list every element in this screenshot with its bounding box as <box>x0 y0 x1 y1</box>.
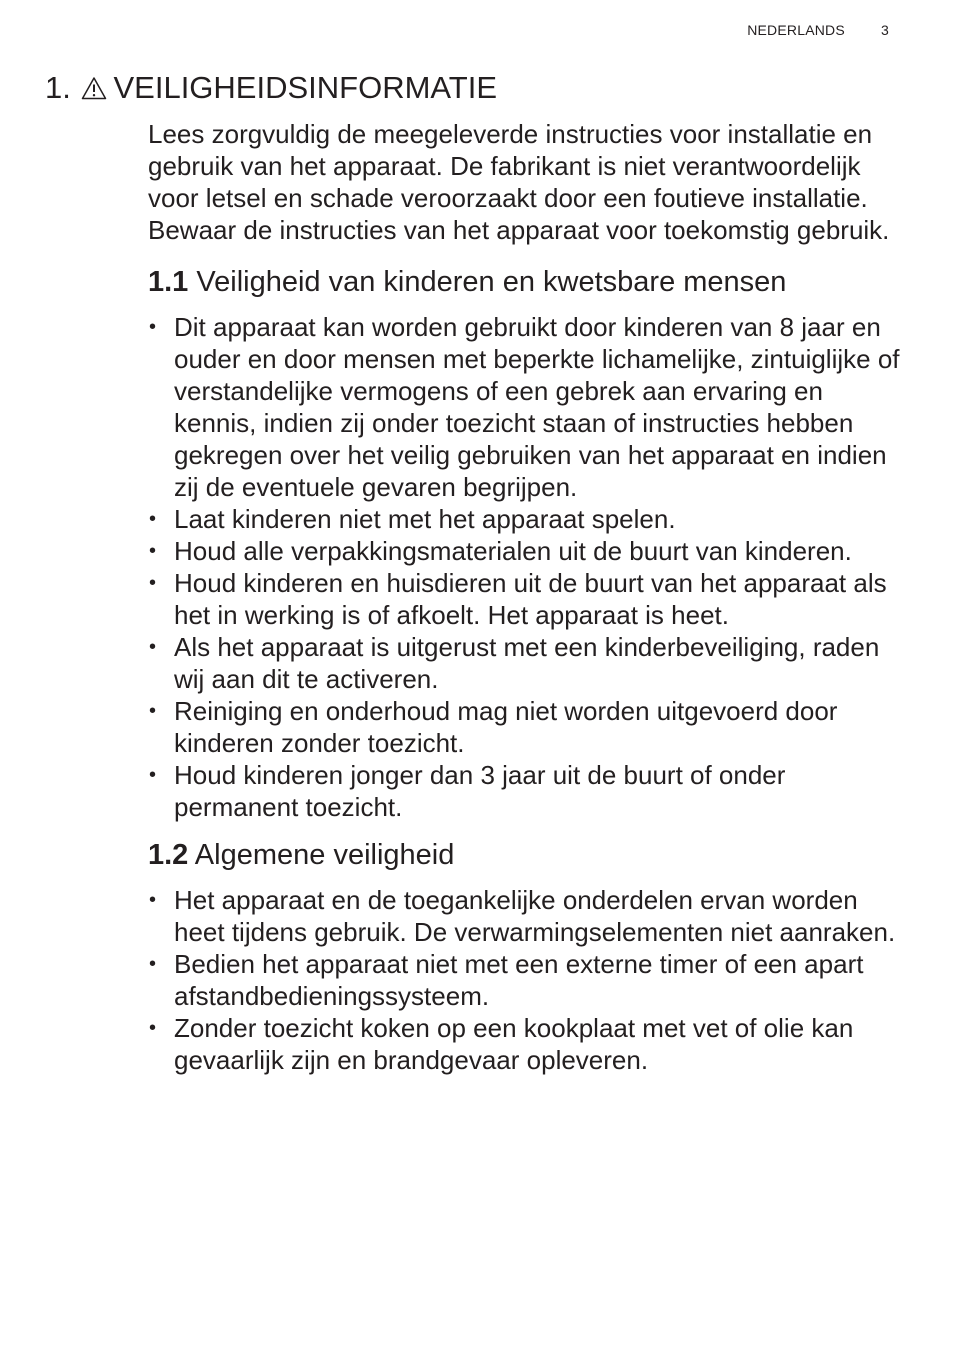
list-item <box>148 1012 908 1076</box>
list-item <box>148 311 908 503</box>
bullet-icon: • <box>149 953 157 975</box>
section-title-text: VEILIGHEIDSINFORMATIE <box>113 70 498 105</box>
list-item-text: Houd kinderen en huisdieren uit de buurt van het apparaat als het in werking is of afkoelt. Het apparaat is heet. <box>174 568 887 630</box>
intro-paragraph: Lees zorgvuldig de meegeleverde instructies voor installatie en gebruik van het apparaat. De fabrikant is niet verantwoordelijk voor letsel en schade veroorzaakt door een foutieve installatie. Bewaar de instructies van het apparaat voor toekomstig gebruik. <box>148 119 890 245</box>
bullet-icon: • <box>149 540 157 562</box>
list-item <box>148 948 908 1012</box>
subsection-heading-children-safety <box>148 264 908 300</box>
bullet-icon: • <box>149 889 157 911</box>
list-item <box>148 631 908 695</box>
subsection-title: Veiligheid van kinderen en kwetsbare mensen <box>196 266 787 298</box>
general-safety-list <box>148 884 908 1076</box>
list-item-text: Het apparaat en de toegankelijke onderdelen ervan worden heet tijdens gebruik. De verwarmingselementen niet aanraken. <box>174 885 896 947</box>
bullet-icon: • <box>149 1017 157 1039</box>
bullet-icon: • <box>149 636 157 658</box>
warning-triangle-icon <box>81 70 107 110</box>
list-item <box>148 567 908 631</box>
section-title <box>45 68 497 110</box>
page-header <box>747 22 889 38</box>
section-number: 1. <box>45 70 71 105</box>
list-item <box>148 759 908 823</box>
list-item-text: Houd kinderen jonger dan 3 jaar uit de buurt of onder permanent toezicht. <box>174 760 786 822</box>
subsection-number: 1.2 <box>148 839 189 871</box>
bullet-icon: • <box>149 316 157 338</box>
subsection-title: Algemene veiligheid <box>194 839 455 871</box>
list-item-text: Reiniging en onderhoud mag niet worden uitgevoerd door kinderen zonder toezicht. <box>174 696 838 758</box>
list-item <box>148 535 908 567</box>
list-item-text: Laat kinderen niet met het apparaat spelen. <box>174 504 676 534</box>
list-item <box>148 503 908 535</box>
bullet-icon: • <box>149 700 157 722</box>
list-item-text: Houd alle verpakkingsmaterialen uit de buurt van kinderen. <box>174 536 852 566</box>
list-item-text: Als het apparaat is uitgerust met een kinderbeveiliging, raden wij aan dit te activeren. <box>174 632 880 694</box>
list-item-text: Dit apparaat kan worden gebruikt door kinderen van 8 jaar en ouder en door mensen met beperkte lichamelijke, zintuiglijke of verstandelijke vermogens of een gebrek aan ervaring en kennis, indien zij onder toezicht staan of instructies hebben gekregen over het veilig gebruiken van het apparaat en indien zij de eventuele gevaren begrijpen. <box>174 312 900 502</box>
list-item-text: Zonder toezicht koken op een kookplaat met vet of olie kan gevaarlijk zijn en brandgevaar opleveren. <box>174 1013 854 1075</box>
list-item <box>148 884 908 948</box>
page-number: 3 <box>881 22 889 38</box>
children-safety-list <box>148 311 908 823</box>
list-item <box>148 695 908 759</box>
list-item-text: Bedien het apparaat niet met een externe timer of een apart afstandbedieningssysteem. <box>174 949 864 1011</box>
content <box>148 118 908 1076</box>
bullet-icon: • <box>149 764 157 786</box>
subsection-heading-general-safety <box>148 837 908 873</box>
language-label: NEDERLANDS <box>747 22 845 38</box>
bullet-icon: • <box>149 572 157 594</box>
bullet-icon: • <box>149 508 157 530</box>
subsection-number: 1.1 <box>148 266 189 298</box>
